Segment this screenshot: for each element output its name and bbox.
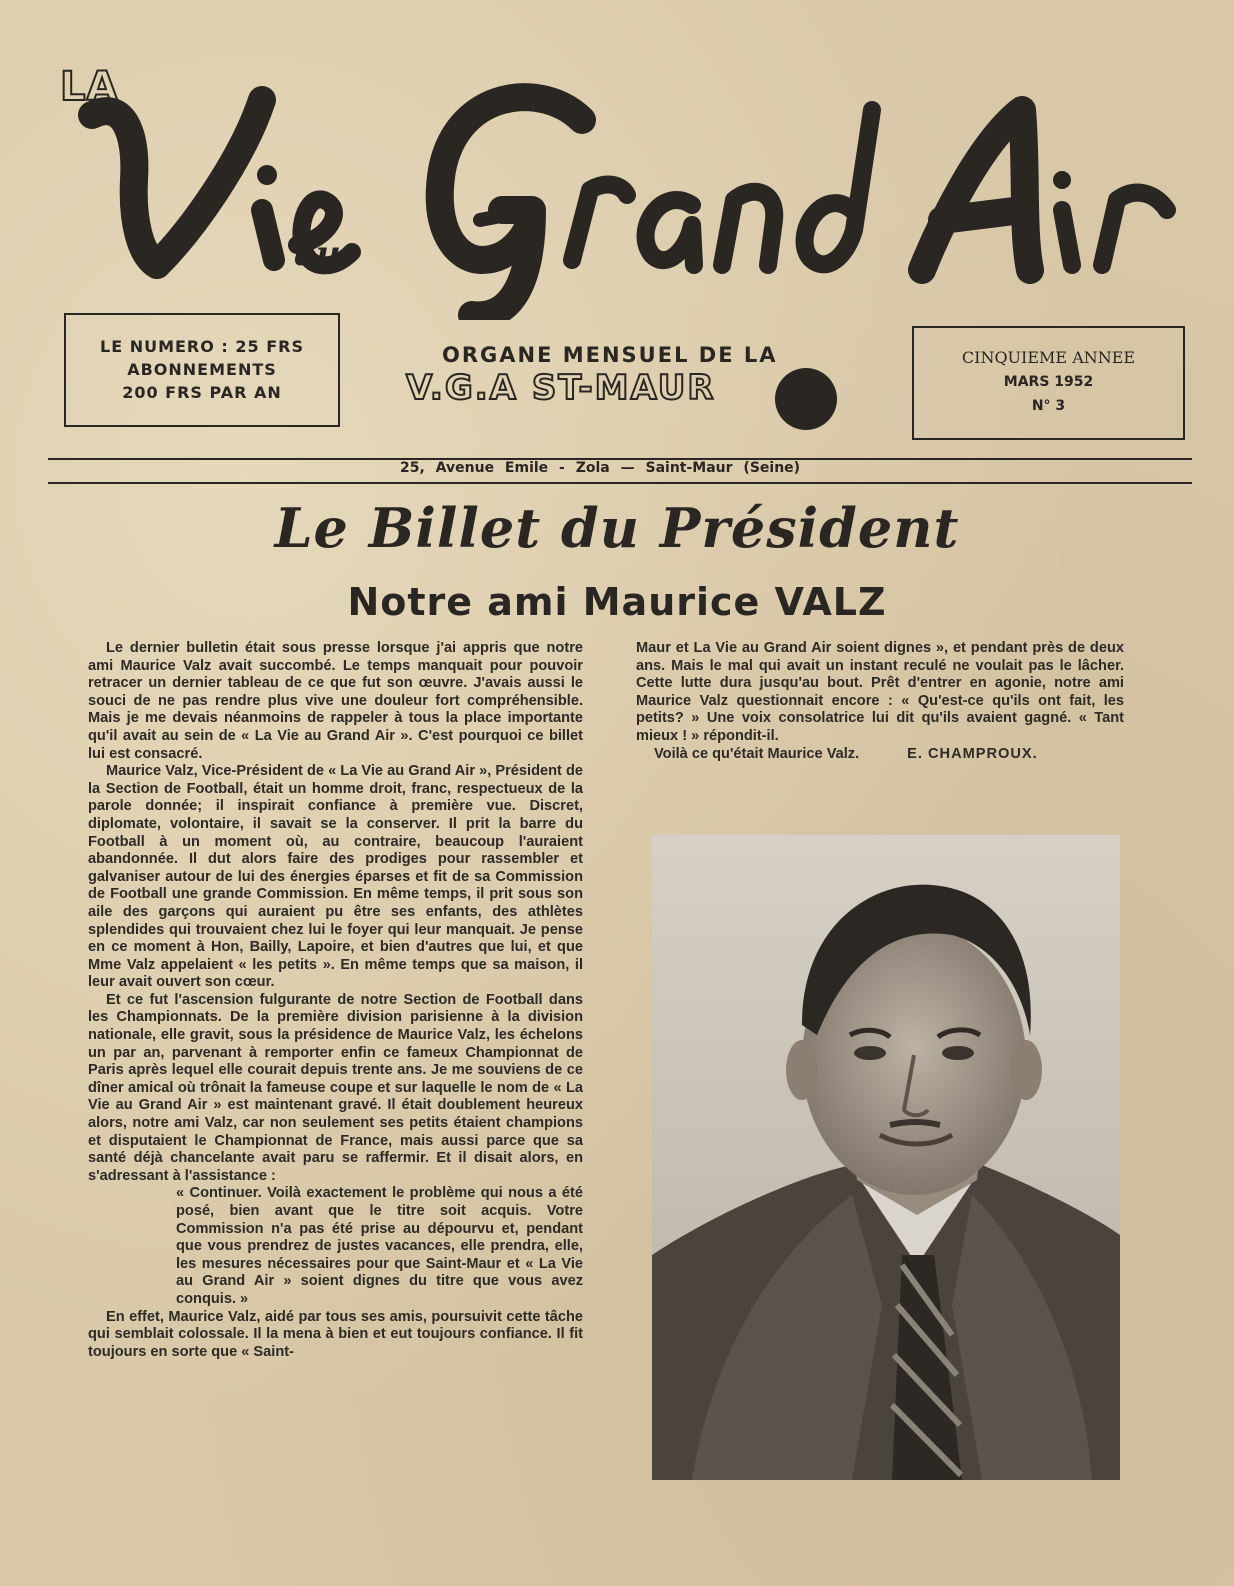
masthead-la: LA: [60, 64, 119, 110]
price-box: [64, 313, 340, 427]
issue-date: MARS 1952: [1003, 374, 1094, 390]
price-line-1: LE NUMERO : 25 FRS: [100, 337, 304, 356]
address-line: 25, Avenue Emile - Zola — Saint-Maur (Seine): [400, 460, 801, 476]
svg-text:au: au: [294, 234, 341, 274]
organe-label: ORGANE MENSUEL DE LA: [442, 343, 778, 367]
masthead-rule-bottom: [48, 482, 1192, 484]
signature: E. CHAMPROUX.: [907, 745, 1038, 762]
issue-box: [912, 326, 1185, 440]
paragraph: Le dernier bulletin était sous presse lorsque j'ai appris que notre ami Maurice Valz avait succombé. Le temps manquait pour pouvoir retracer un dernier tableau de ce que fut son œuvre. J'avais aussi le souci de ne pas rendre plus vive une douleur fort compréhensible. Mais je me devais néanmoins de rappeler à tous la place importante qu'il avait au sein de « La Vie au Grand Air ». C'est pourquoi ce billet lui est consacré.: [88, 640, 583, 762]
issue-number: N° 3: [1031, 398, 1066, 414]
article-column-right: [636, 640, 1124, 763]
masthead-title-logo: [62, 60, 1192, 320]
paragraph: En effet, Maurice Valz, aidé par tous ses amis, poursuivit cette tâche qui semblait colossale. Il la mena à bien et eut toujours confiance. Il fit toujours en sorte que « Saint-: [88, 1308, 583, 1360]
price-line-2: ABONNEMENTS: [127, 360, 277, 379]
article-headline: Notre ami Maurice VALZ: [347, 580, 887, 624]
issue-year: CINQUIEME ANNEE: [961, 348, 1136, 367]
article-column-left: [88, 640, 583, 1361]
quote-paragraph: « Continuer. Voilà exactement le problème qui nous a été posé, bien avant que le titre soit acquis. Votre Commission n'a pas été prise au dépourvu et, pendant que vous prendrez de justes vacances, elle prendra, elle, les mesures nécessaires pour que Saint-Maur et « La Vie au Grand Air » soient dignes du titre que vous avez conquis. »: [176, 1185, 583, 1307]
article-kicker: Le Billet du Président: [274, 496, 960, 560]
portrait-photo: [652, 835, 1120, 1480]
ball-ornament: [775, 368, 837, 430]
club-name: V.G.A ST-MAUR: [406, 368, 716, 408]
price-line-3: 200 FRS PAR AN: [122, 383, 282, 402]
closing-text: Voilà ce qu'était Maurice Valz.: [654, 745, 860, 762]
closing-line: [636, 746, 1124, 764]
paragraph: Et ce fut l'ascension fulgurante de notre Section de Football dans les Championnats. De la première division parisienne à la division nationale, elle gravit, sous la présidence de Maurice Valz, les échelons un par an, parvenant à remporter enfin ce fameux Championnat de Paris après lequel elle courait depuis trente ans. Je me souviens de ce dîner amical où trônait la fameuse coupe et sur laquelle le nom de « La Vie au Grand Air » est maintenant gravé. Il était doublement heureux alors, notre ami Valz, car non seulement ses petits étaient champions et disputaient le Championnat de France, mais aussi parce que sa santé déjà chancelante avait paru se raffermir. Et il disait alors, en s'adressant à l'assistance :: [88, 991, 583, 1184]
paragraph: Maur et La Vie au Grand Air soient dignes », et pendant près de deux ans. Mais le mal qui avait un instant reculé ne voulait pas le lâcher. Cette lutte dura jusqu'au bout. Prêt d'entrer en agonie, notre ami Maurice Valz questionnait encore : « Qu'est-ce qu'ils ont fait, les petits? » Une voix consolatrice lui dit qu'ils avaient gagné. « Tant mieux ! » répondit-il.: [636, 640, 1124, 744]
paragraph: Maurice Valz, Vice-Président de « La Vie au Grand Air », Président de la Section de Football, était un homme droit, franc, respectueux de la parole donnée; il inspirait confiance à première vue. Discret, diplomate, volontaire, il savait se la conserver. Il prit la barre du Football à un moment où, au contraire, beaucoup l'auraient abandonnée. Il dut alors faire des prodiges pour rassembler et galvaniser autour de lui des énergies éparses et fit de sa Commission de Football une grande Commission. En même temps, il prit sous son aile des garçons qui auraient pu être ses enfants, des athlètes splendides qui trouvaient chez lui le foyer qui leur manquait. Je pense en ce moment à Hon, Bailly, Lapoire, et bien d'autres que lui, et que Mme Valz appelaient « les petits ». En même temps que sa maison, il leur avait ouvert son cœur.: [88, 763, 583, 991]
